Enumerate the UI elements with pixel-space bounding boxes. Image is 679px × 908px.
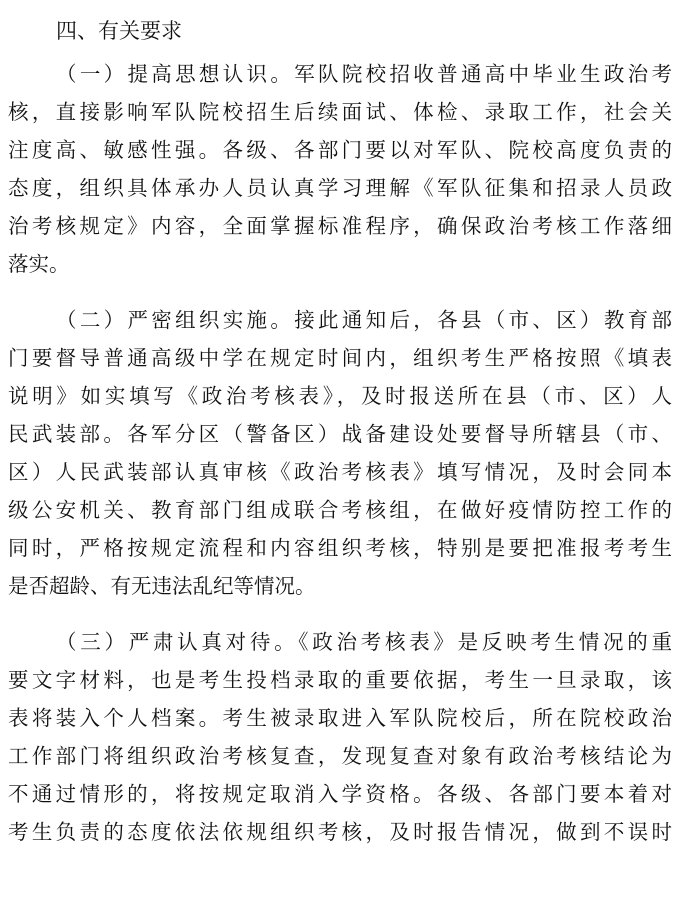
paragraph-line: 门要督导普通高级中学在规定时间内，组织考生严格按照《填表 (8, 346, 672, 370)
paragraph-line: 考生负责的态度依法依规组织考核，及时报告情况，做到不误时 (8, 820, 672, 844)
section-heading: 四、有关要求 (56, 19, 182, 43)
paragraph-line: 同时，严格按规定流程和内容组织考核，特别是要把准报考考生 (8, 536, 672, 560)
paragraph-line: 要文字材料，也是考生投档录取的重要依据，考生一旦录取，该 (8, 668, 672, 692)
paragraph-line: 治考核规定》内容，全面掌握标准程序，确保政治考核工作落细 (8, 214, 672, 238)
paragraph-line: （一）提高思想认识。军队院校招收普通高中毕业生政治考 (56, 62, 672, 86)
paragraph-line: 级公安机关、教育部门组成联合考核组，在做好疫情防控工作的 (8, 498, 672, 522)
paragraph-line: 态度，组织具体承办人员认真学习理解《军队征集和招录人员政 (8, 176, 672, 200)
paragraph-line: 区）人民武装部认真审核《政治考核表》填写情况，及时会同本 (8, 460, 672, 484)
paragraph-line: 工作部门将组织政治考核复查，发现复查对象有政治考核结论为 (8, 744, 672, 768)
paragraph-line: 落实。 (8, 252, 70, 276)
paragraph-line: （二）严密组织实施。接此通知后，各县（市、区）教育部 (56, 308, 672, 332)
paragraph-line: 民武装部。各军分区（警备区）战备建设处要督导所辖县（市、 (8, 422, 672, 446)
paragraph-line: 注度高、敏感性强。各级、各部门要以对军队、院校高度负责的 (8, 138, 672, 162)
paragraph-line: 表将装入个人档案。考生被录取进入军队院校后，所在院校政治 (8, 706, 672, 730)
paragraph-line: （三）严肃认真对待。《政治考核表》是反映考生情况的重 (56, 630, 672, 654)
paragraph-line: 说明》如实填写《政治考核表》，及时报送所在县（市、区）人 (8, 384, 672, 408)
paragraph-line: 是否超龄、有无违法乱纪等情况。 (8, 574, 316, 598)
paragraph-line: 核，直接影响军队院校招生后续面试、体检、录取工作，社会关 (8, 100, 672, 124)
paragraph-line: 不通过情形的，将按规定取消入学资格。各级、各部门要本着对 (8, 782, 672, 806)
